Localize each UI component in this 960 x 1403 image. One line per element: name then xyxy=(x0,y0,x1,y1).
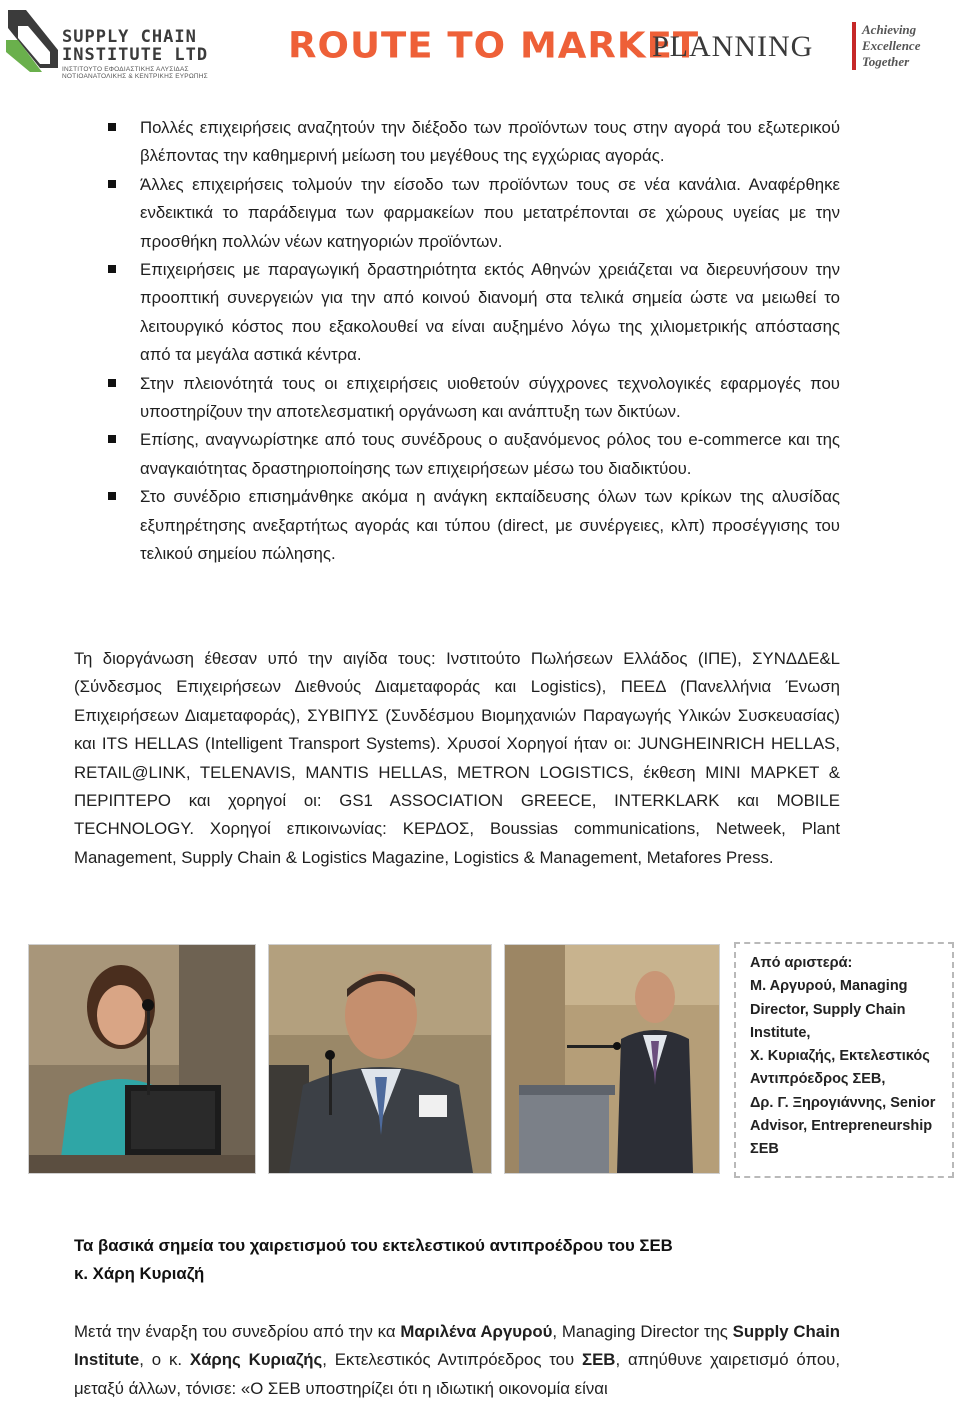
section-heading-line: Τα βασικά σημεία του χαιρετισμού του εκτελεστικού αντιπροέδρου του ΣΕΒ xyxy=(74,1236,673,1255)
caption-line: Χ. Κυριαζής, Εκτελεστικός xyxy=(750,1048,930,1065)
list-item xyxy=(106,256,840,370)
supply-chain-institute-logo xyxy=(4,6,224,86)
bullet-square-icon xyxy=(108,435,116,443)
bullet-square-icon xyxy=(108,379,116,387)
bullet-square-icon xyxy=(108,180,116,188)
sci-logo-line2: INSTITUTE LTD xyxy=(62,45,209,65)
speech-text: , Managing Director της xyxy=(552,1322,733,1341)
caption-line: Από αριστερά: xyxy=(750,955,853,971)
list-item-text: Στο συνέδριο επισημάνθηκε ακόμα η ανάγκη εκπαίδευσης όλων των κρίκων της αλυσίδας εξυπηρέτησης ανεξαρτήτως αγοράς και τύπου (direct, με συνέργειες, κλπ) προσέγγισης του τελικού σημείου πώλησης. xyxy=(140,487,840,564)
list-item xyxy=(106,426,840,483)
list-item xyxy=(106,370,840,427)
speech-org-sev: ΣΕΒ xyxy=(582,1350,616,1370)
list-item-text: Επίσης, αναγνωρίστηκε από τους συνέδρους ο αυξανόμενος ρόλος του e-commerce και της αναγκαιότητας δραστηριοποίησης των επιχειρήσεων μέσω του διαδικτύου. xyxy=(140,430,840,478)
list-item-text: Πολλές επιχειρήσεις αναζητούν την διέξοδο των προϊόντων τους στην αγορά του εξωτερικού βλέποντας την καθημερινή μείωση του μεγέθους της εγχώριας αγοράς. xyxy=(140,118,840,166)
speech-text: Μετά την έναρξη του συνεδρίου από την κα xyxy=(74,1322,401,1341)
caption-line: Μ. Αργυρού, Managing xyxy=(750,978,908,995)
caption-line: Institute, xyxy=(750,1024,811,1041)
list-item-text: Άλλες επιχειρήσεις τολμούν την είσοδο των προϊόντων τους σε νέα κανάλια. Αναφέρθηκε ενδεικτικά το παράδειγμα των φαρμακείων που μετατρέπονται σε χώρους υγείας με την προσθήκη πολλών νέων κατηγοριών προϊόντων. xyxy=(140,174,840,251)
caption-line: Δρ. Γ. Ξηρογιάννης, Senior xyxy=(750,1094,936,1111)
section-heading xyxy=(74,1232,774,1289)
caption-line: ΣΕΒ xyxy=(750,1141,779,1158)
list-item xyxy=(106,114,840,171)
bullet-square-icon xyxy=(108,123,116,131)
planning-tagline-line: Achieving xyxy=(862,22,917,37)
sci-logo-name xyxy=(62,28,227,64)
list-item-text: Στην πλειονότητά τους οι επιχειρήσεις υιοθετούν σύγχρονες τεχνολογικές εφαρμογές που υποστηρίζουν την αποτελεσματική οργάνωση και ανάπτυξη των δικτύων. xyxy=(140,373,840,422)
bullet-square-icon xyxy=(108,265,116,273)
speaker-photo-kyriazis xyxy=(268,944,492,1174)
list-item-text: Επιχειρήσεις με παραγωγική δραστηριότητα εκτός Αθηνών χρειάζεται να διερευνήσουν την προοπτική συνεργειών για την από κοινού διανομή στα τελικά σημεία ώστε να μειωθεί το λειτουργικό κόστος που εξακολουθεί να είναι αυξημένο λόγω της χιλιομετρικής απόστασης από τα μεγάλα αστικά κέντρα. xyxy=(140,260,840,365)
caption-line: Αντιπρόεδρος ΣΕΒ, xyxy=(750,1071,886,1088)
caption-line: Director, Supply Chain xyxy=(750,1001,906,1018)
list-item xyxy=(106,171,840,256)
planning-tagline-line: Excellence xyxy=(862,38,921,53)
speech-name-kyriazis: Χάρης Κυριαζής xyxy=(189,1350,323,1370)
speech-org-sci: Supply Chain Institute xyxy=(74,1322,841,1370)
sci-logo-mark xyxy=(4,6,60,82)
event-title: ROUTE TO MARKET xyxy=(288,25,700,66)
caption-line: Advisor, Entrepreneurship xyxy=(750,1118,933,1135)
speaker-photo-xirogiannis xyxy=(504,944,720,1174)
speech-name-argyrou: Μαριλένα Αργυρού xyxy=(400,1322,553,1341)
sci-logo-subtitle: ΙΝΣΤΙΤΟΥΤΟ ΕΦΟΔΙΑΣΤΙΚΗΣ ΑΛΥΣΙΔΑΣ ΝΟΤΙΟΑΝΑΤΟΛΙΚΗΣ & ΚΕΝΤΡΙΚΗΣ ΕΥΡΩΠΗΣ xyxy=(62,66,208,80)
speech-text: , ο κ. xyxy=(139,1350,190,1370)
page-header xyxy=(0,0,960,100)
organizers-paragraph: Τη διοργάνωση έθεσαν υπό την αιγίδα τους: Ινστιτούτο Πωλήσεων Ελλάδος (ΙΠΕ), ΣΥΝΔΔΕ&L (Σύνδεσμος Επιχειρήσεων Διεθνούς Διαμεταφοράς και Logistics), ΠΕΕΔ (Πανελλήνια Ένωση Επιχειρήσεων Διαμεταφοράς), ΣΥΒΙΠΥΣ (Συνδέσμου Βιομηχανιών Παραγωγής Υλικών Συσκευασίας) και ITS HELLAS (Intelligent Transport Systems). Χρυσοί Χορηγοί ήταν οι: JUNGHEINRICH HELLAS, RETAIL@LINK, TELENAVIS, MANTIS HELLAS, METRON LOGISTICS, έκθεση MINI MAPKET & ΠΕΡΙΠΤΕΡΟ και χορηγοί οι: GS1 ASSOCIATION GREECE, INTERKLARK και MOBILE TECHNOLOGY. Χορηγοί επικοινωνίας: ΚΕΡΔΟΣ, Boussias communications, Netweek, Plant Management, Supply Chain & Logistics Magazine, Logistics & Management, Metafores Press. xyxy=(74,649,840,867)
sci-logo-line1: SUPPLY CHAIN xyxy=(62,27,197,47)
planning-tagline xyxy=(862,22,957,70)
speech-paragraph xyxy=(74,1318,840,1403)
section-heading-line: κ. Χάρη Κυριαζή xyxy=(74,1264,205,1284)
speech-text: , Εκτελεστικός Αντιπρόεδρος του xyxy=(322,1350,583,1370)
planning-tagline-line: Together xyxy=(862,54,910,69)
key-findings-list xyxy=(106,114,840,569)
list-item xyxy=(106,483,840,568)
photo-caption xyxy=(734,942,954,1178)
planning-logo: PLANNING xyxy=(652,30,814,63)
planning-logo-bar xyxy=(852,22,856,70)
speaker-photo-argyrou xyxy=(28,944,256,1174)
speech-text: , απηύθυνε χαιρετισμό όπου, μεταξύ άλλων, τόνισε: «Ο ΣΕΒ υποστηρίζει ότι η ιδιωτική οικονομία είναι xyxy=(74,1350,840,1398)
bullet-square-icon xyxy=(108,492,116,500)
